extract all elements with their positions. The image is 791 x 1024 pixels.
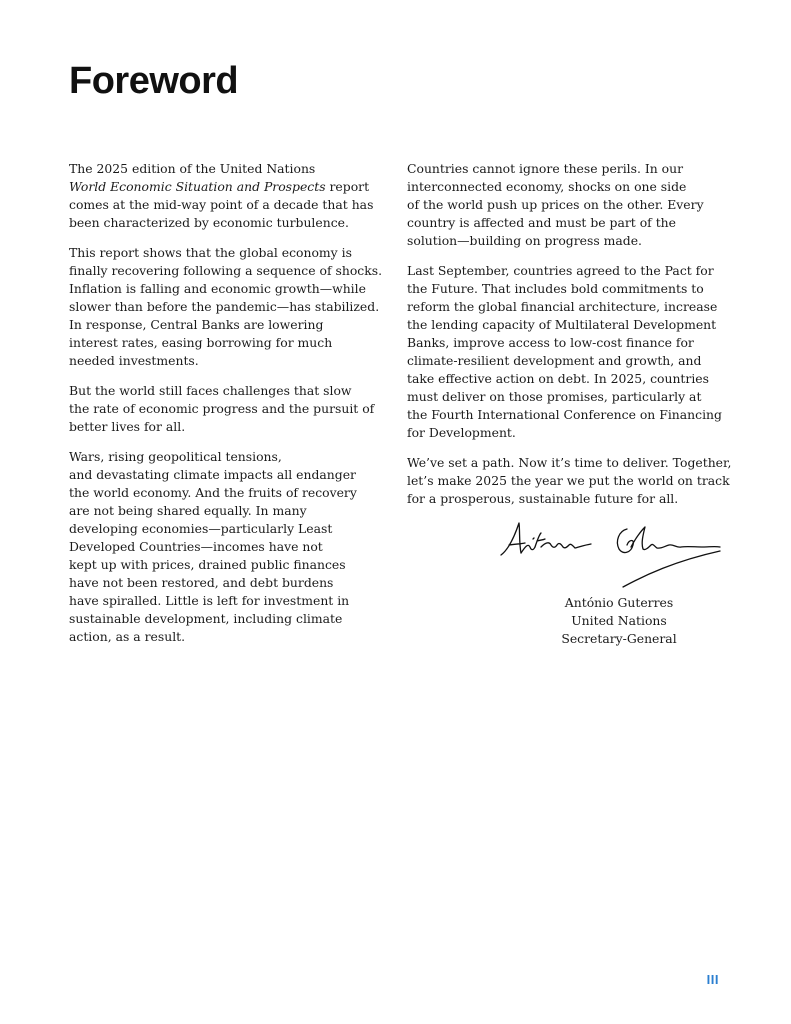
text-line: Wars, rising geopolitical tensions,: [69, 449, 282, 464]
page-number: III: [706, 972, 719, 987]
text-line: the rate of economic progress and the pursuit of: [69, 401, 375, 416]
text-line: let’s make 2025 the year we put the world on track: [407, 473, 730, 488]
left-column: [69, 160, 387, 658]
paragraph-conclusion: [407, 454, 732, 508]
text-line: interconnected economy, shocks on one side: [407, 179, 687, 194]
text-line: the Fourth International Conference on Financing: [407, 407, 722, 422]
text-line: In response, Central Banks are lowering: [69, 317, 324, 332]
signer-block: [507, 594, 731, 648]
handwritten-signature: [495, 517, 725, 592]
text-line: kept up with prices, drained public finances: [69, 557, 346, 572]
paragraph-challenges: [69, 382, 387, 436]
text-line: comes at the mid-way point of a decade that has: [69, 197, 374, 212]
text-line: have not been restored, and debt burdens: [69, 575, 334, 590]
text-line: slower than before the pandemic—has stabilized.: [69, 299, 380, 314]
text-line: climate-resilient development and growth, and: [407, 353, 702, 368]
text-line: reform the global financial architecture, increase: [407, 299, 718, 314]
signer-organization: United Nations: [571, 613, 667, 628]
text-line: finally recovering following a sequence of shocks.: [69, 263, 383, 278]
paragraph-recovery: [69, 244, 387, 370]
paragraph-pact: [407, 262, 725, 442]
signer-name: António Guterres: [564, 595, 674, 610]
signer-role: Secretary-General: [561, 631, 677, 646]
text-line: The 2025 edition of the United Nations: [69, 161, 316, 176]
page-title: Foreword: [69, 60, 239, 102]
text-line: solution—building on progress made.: [407, 233, 642, 248]
text-line: developing economies—particularly Least: [69, 521, 333, 536]
text-line: the world economy. And the fruits of recovery: [69, 485, 357, 500]
text-line: Countries cannot ignore these perils. In our: [407, 161, 684, 176]
text-line: action, as a result.: [69, 629, 186, 644]
text-line: sustainable development, including climate: [69, 611, 343, 626]
text-line: of the world push up prices on the other. Every: [407, 197, 704, 212]
text-line: the Future. That includes bold commitments to: [407, 281, 704, 296]
paragraph-intro: [69, 160, 387, 232]
text-line: country is affected and must be part of the: [407, 215, 676, 230]
text-line: have spiralled. Little is left for investment in: [69, 593, 350, 608]
text-line: for a prosperous, sustainable future for all.: [407, 491, 679, 506]
text-line: needed investments.: [69, 353, 199, 368]
text-line: This report shows that the global economy is: [69, 245, 352, 260]
text-line: the lending capacity of Multilateral Development: [407, 317, 717, 332]
paragraph-risks: [69, 448, 387, 646]
text-line: Last September, countries agreed to the Pact for: [407, 263, 714, 278]
paragraph-perils: [407, 160, 725, 250]
text-line: take effective action on debt. In 2025, countries: [407, 371, 709, 386]
text-line: But the world still faces challenges that slow: [69, 383, 352, 398]
text-line: [69, 178, 387, 196]
text-line: Banks, improve access to low-cost finance for: [407, 335, 694, 350]
text-fragment: report: [325, 179, 370, 194]
text-line: We’ve set a path. Now it’s time to deliver. Together,: [407, 455, 732, 470]
text-line: been characterized by economic turbulence.: [69, 215, 349, 230]
text-line: Inflation is falling and economic growth—while: [69, 281, 366, 296]
report-title-italic: World Economic Situation and Prospects: [69, 179, 326, 194]
text-line: Developed Countries—incomes have not: [69, 539, 323, 554]
text-line: and devastating climate impacts all endanger: [69, 467, 356, 482]
text-line: must deliver on those promises, particularly at: [407, 389, 702, 404]
text-line: for Development.: [407, 425, 516, 440]
text-line: better lives for all.: [69, 419, 186, 434]
text-line: interest rates, easing borrowing for much: [69, 335, 333, 350]
right-column: [407, 160, 732, 520]
text-line: are not being shared equally. In many: [69, 503, 307, 518]
